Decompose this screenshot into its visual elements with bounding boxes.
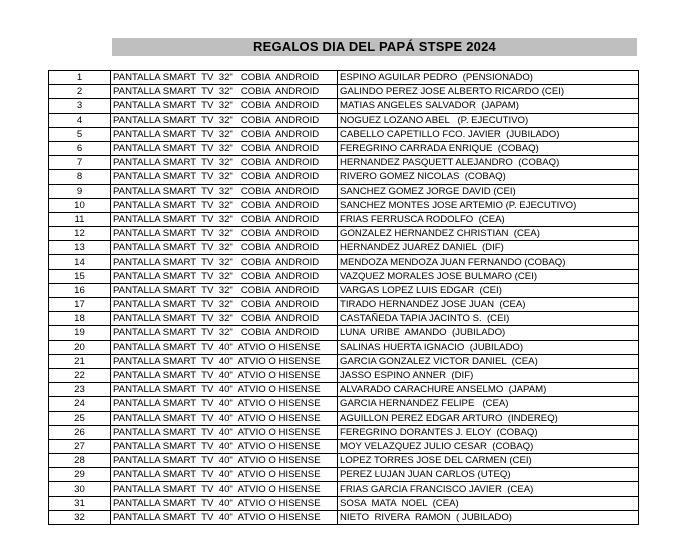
row-number: 22 xyxy=(49,368,111,382)
title-bar xyxy=(112,38,637,56)
row-number: 23 xyxy=(49,383,111,397)
winner-cell: MATIAS ANGELES SALVADOR (JAPAM) xyxy=(338,99,639,113)
gifts-table-body xyxy=(49,71,639,525)
prize-cell: PANTALLA SMART TV 32" COBIA ANDROID xyxy=(111,326,338,340)
winner-cell: PEREZ LUJAN JUAN CARLOS (UTEQ) xyxy=(338,468,639,482)
row-number: 6 xyxy=(49,141,111,155)
winner-cell: ESPINO AGUILAR PEDRO (PENSIONADO) xyxy=(338,71,639,85)
row-number: 12 xyxy=(49,227,111,241)
prize-cell: PANTALLA SMART TV 32" COBIA ANDROID xyxy=(111,184,338,198)
prize-cell: PANTALLA SMART TV 40" ATVIO O HISENSE xyxy=(111,340,338,354)
table-row xyxy=(49,255,639,269)
row-number: 32 xyxy=(49,510,111,524)
table-row xyxy=(49,156,639,170)
prize-cell: PANTALLA SMART TV 40" ATVIO O HISENSE xyxy=(111,468,338,482)
table-row xyxy=(49,198,639,212)
row-number: 1 xyxy=(49,71,111,85)
row-number: 9 xyxy=(49,184,111,198)
table-row xyxy=(49,312,639,326)
row-number: 31 xyxy=(49,496,111,510)
prize-cell: PANTALLA SMART TV 32" COBIA ANDROID xyxy=(111,127,338,141)
document-title: REGALOS DIA DEL PAPÁ STSPE 2024 xyxy=(253,39,496,54)
prize-cell: PANTALLA SMART TV 40" ATVIO O HISENSE xyxy=(111,439,338,453)
prize-cell: PANTALLA SMART TV 32" COBIA ANDROID xyxy=(111,255,338,269)
prize-cell: PANTALLA SMART TV 40" ATVIO O HISENSE xyxy=(111,411,338,425)
prize-cell: PANTALLA SMART TV 40" ATVIO O HISENSE xyxy=(111,454,338,468)
prize-cell: PANTALLA SMART TV 32" COBIA ANDROID xyxy=(111,170,338,184)
table-row xyxy=(49,425,639,439)
table-row xyxy=(49,241,639,255)
table-row xyxy=(49,354,639,368)
winner-cell: GARCIA HERNANDEZ FELIPE (CEA) xyxy=(338,397,639,411)
prize-cell: PANTALLA SMART TV 40" ATVIO O HISENSE xyxy=(111,397,338,411)
prize-cell: PANTALLA SMART TV 40" ATVIO O HISENSE xyxy=(111,482,338,496)
table-row xyxy=(49,454,639,468)
prize-cell: PANTALLA SMART TV 32" COBIA ANDROID xyxy=(111,298,338,312)
winner-cell: NIETO RIVERA RAMON ( JUBILADO) xyxy=(338,510,639,524)
winner-cell: AGUILLON PEREZ EDGAR ARTURO (INDEREQ) xyxy=(338,411,639,425)
winner-cell: SANCHEZ GOMEZ JORGE DAVID (CEI) xyxy=(338,184,639,198)
winner-cell: HERNANDEZ JUAREZ DANIEL (DIF) xyxy=(338,241,639,255)
table-row xyxy=(49,368,639,382)
winner-cell: CASTAÑEDA TAPIA JACINTO S. (CEI) xyxy=(338,312,639,326)
prize-cell: PANTALLA SMART TV 32" COBIA ANDROID xyxy=(111,71,338,85)
winner-cell: SALINAS HUERTA IGNACIO (JUBILADO) xyxy=(338,340,639,354)
row-number: 27 xyxy=(49,439,111,453)
table-row xyxy=(49,411,639,425)
table-row xyxy=(49,99,639,113)
table-row xyxy=(49,383,639,397)
prize-cell: PANTALLA SMART TV 32" COBIA ANDROID xyxy=(111,269,338,283)
winner-cell: VAZQUEZ MORALES JOSE BULMARO (CEI) xyxy=(338,269,639,283)
table-row xyxy=(49,397,639,411)
row-number: 30 xyxy=(49,482,111,496)
table-row xyxy=(49,127,639,141)
row-number: 2 xyxy=(49,85,111,99)
winner-cell: VARGAS LOPEZ LUIS EDGAR (CEI) xyxy=(338,283,639,297)
table-row xyxy=(49,496,639,510)
row-number: 11 xyxy=(49,212,111,226)
prize-cell: PANTALLA SMART TV 40" ATVIO O HISENSE xyxy=(111,496,338,510)
prize-cell: PANTALLA SMART TV 32" COBIA ANDROID xyxy=(111,141,338,155)
prize-cell: PANTALLA SMART TV 32" COBIA ANDROID xyxy=(111,198,338,212)
winner-cell: HERNANDEZ PASQUETT ALEJANDRO (COBAQ) xyxy=(338,156,639,170)
row-number: 15 xyxy=(49,269,111,283)
prize-cell: PANTALLA SMART TV 40" ATVIO O HISENSE xyxy=(111,383,338,397)
table-row xyxy=(49,283,639,297)
row-number: 17 xyxy=(49,298,111,312)
winner-cell: MENDOZA MENDOZA JUAN FERNANDO (COBAQ) xyxy=(338,255,639,269)
row-number: 14 xyxy=(49,255,111,269)
prize-cell: PANTALLA SMART TV 32" COBIA ANDROID xyxy=(111,212,338,226)
winner-cell: MOY VELAZQUEZ JULIO CESAR (COBAQ) xyxy=(338,439,639,453)
table-row xyxy=(49,113,639,127)
row-number: 26 xyxy=(49,425,111,439)
row-number: 19 xyxy=(49,326,111,340)
prize-cell: PANTALLA SMART TV 40" ATVIO O HISENSE xyxy=(111,510,338,524)
winner-cell: GALINDO PEREZ JOSE ALBERTO RICARDO (CEI) xyxy=(338,85,639,99)
gifts-table xyxy=(48,70,639,525)
row-number: 10 xyxy=(49,198,111,212)
prize-cell: PANTALLA SMART TV 32" COBIA ANDROID xyxy=(111,312,338,326)
table-row xyxy=(49,212,639,226)
prize-cell: PANTALLA SMART TV 32" COBIA ANDROID xyxy=(111,241,338,255)
row-number: 28 xyxy=(49,454,111,468)
table-row xyxy=(49,269,639,283)
prize-cell: PANTALLA SMART TV 32" COBIA ANDROID xyxy=(111,113,338,127)
row-number: 7 xyxy=(49,156,111,170)
row-number: 3 xyxy=(49,99,111,113)
prize-cell: PANTALLA SMART TV 32" COBIA ANDROID xyxy=(111,227,338,241)
row-number: 4 xyxy=(49,113,111,127)
table-row xyxy=(49,510,639,524)
table-row xyxy=(49,468,639,482)
prize-cell: PANTALLA SMART TV 32" COBIA ANDROID xyxy=(111,156,338,170)
winner-cell: NOGUEZ LOZANO ABEL (P. EJECUTIVO) xyxy=(338,113,639,127)
table-row xyxy=(49,482,639,496)
winner-cell: SANCHEZ MONTES JOSE ARTEMIO (P. EJECUTIVO) xyxy=(338,198,639,212)
prize-cell: PANTALLA SMART TV 40" ATVIO O HISENSE xyxy=(111,425,338,439)
winner-cell: LOPEZ TORRES JOSE DEL CARMEN (CEI) xyxy=(338,454,639,468)
winner-cell: TIRADO HERNANDEZ JOSE JUAN (CEA) xyxy=(338,298,639,312)
row-number: 24 xyxy=(49,397,111,411)
winner-cell: FRIAS GARCIA FRANCISCO JAVIER (CEA) xyxy=(338,482,639,496)
winner-cell: RIVERO GOMEZ NICOLAS (COBAQ) xyxy=(338,170,639,184)
table-row xyxy=(49,170,639,184)
table-row xyxy=(49,141,639,155)
prize-cell: PANTALLA SMART TV 40" ATVIO O HISENSE xyxy=(111,368,338,382)
winner-cell: SOSA MATA NOEL (CEA) xyxy=(338,496,639,510)
table-row xyxy=(49,326,639,340)
table-row xyxy=(49,85,639,99)
table-row xyxy=(49,298,639,312)
winner-cell: FEREGRINO DORANTES J. ELOY (COBAQ) xyxy=(338,425,639,439)
row-number: 13 xyxy=(49,241,111,255)
prize-cell: PANTALLA SMART TV 40" ATVIO O HISENSE xyxy=(111,354,338,368)
winner-cell: CABELLO CAPETILLO FCO. JAVIER (JUBILADO) xyxy=(338,127,639,141)
table-row xyxy=(49,227,639,241)
winner-cell: FRIAS FERRUSCA RODOLFO (CEA) xyxy=(338,212,639,226)
winner-cell: FEREGRINO CARRADA ENRIQUE (COBAQ) xyxy=(338,141,639,155)
table-row xyxy=(49,184,639,198)
row-number: 8 xyxy=(49,170,111,184)
prize-cell: PANTALLA SMART TV 32" COBIA ANDROID xyxy=(111,283,338,297)
prize-cell: PANTALLA SMART TV 32" COBIA ANDROID xyxy=(111,99,338,113)
row-number: 25 xyxy=(49,411,111,425)
row-number: 18 xyxy=(49,312,111,326)
table-row xyxy=(49,71,639,85)
winner-cell: GONZALEZ HERNANDEZ CHRISTIAN (CEA) xyxy=(338,227,639,241)
winner-cell: GARCIA GONZALEZ VICTOR DANIEL (CEA) xyxy=(338,354,639,368)
table-row xyxy=(49,439,639,453)
winner-cell: ALVARADO CARACHURE ANSELMO (JAPAM) xyxy=(338,383,639,397)
row-number: 5 xyxy=(49,127,111,141)
winner-cell: JASSO ESPINO ANNER (DIF) xyxy=(338,368,639,382)
row-number: 29 xyxy=(49,468,111,482)
table-row xyxy=(49,340,639,354)
row-number: 21 xyxy=(49,354,111,368)
row-number: 20 xyxy=(49,340,111,354)
row-number: 16 xyxy=(49,283,111,297)
winner-cell: LUNA URIBE AMANDO (JUBILADO) xyxy=(338,326,639,340)
prize-cell: PANTALLA SMART TV 32" COBIA ANDROID xyxy=(111,85,338,99)
